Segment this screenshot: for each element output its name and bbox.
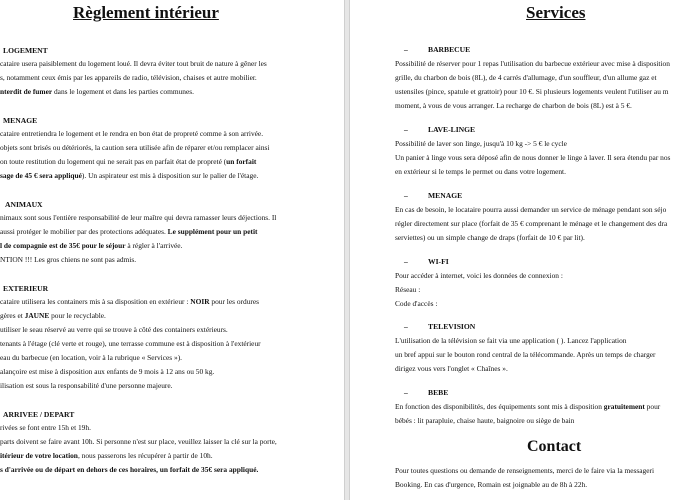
page-title-reglement: Règlement intérieur <box>73 3 219 22</box>
text-line: aussi protéger le mobilier par des protections adéquates. Le supplément pour un petit <box>0 227 258 236</box>
text-line: s d'arrivée ou de départ en dehors de ces horaires, un forfait de 35€ sera appliqué. <box>0 465 259 474</box>
text-line: bébés : lit parapluie, chaise haute, baignoire ou siège de bain <box>395 416 575 425</box>
text-line: dirigez vous vers l'onglet « Chaînes ». <box>395 364 508 373</box>
text-line: nterdit de fumer dans le logement et dans les parties communes. <box>0 87 194 96</box>
text-line: moment, à vous de vous arranger. La recharge de charbon de bois (8L) est à 5 €. <box>395 101 632 110</box>
text-line: régler directement sur place (forfait de 35 € comprenant le ménage et le changement des dra <box>395 219 668 228</box>
text-line: parts doivent se faire avant 10h. Si personne n'est sur place, veuillez laisser la clé sur la porte, <box>0 437 277 446</box>
text-line: en extérieur si le temps le permet ou dans votre logement. <box>395 167 566 176</box>
wifi-network-label: Réseau : <box>395 285 421 294</box>
section-heading-menage: MENAGE <box>3 116 38 125</box>
text-line: ustensiles (pince, spatule et grattoir) pour 10 €. Si plusieurs logements veulent l'utiliser au m <box>395 87 669 96</box>
wifi-code-label: Code d'accès : <box>395 299 438 308</box>
text-line: utiliser le seau réservé au verre qui se trouve à côté des containers extérieurs. <box>0 325 228 334</box>
left-page <box>0 0 344 500</box>
text-line: cataire usera paisiblement du logement loué. Il devra éviter tout bruit de nature à gêner les <box>0 59 267 68</box>
text-line: L'utilisation de la télévision se fait via une application ( ). Lancez l'application <box>395 336 627 345</box>
right-page <box>350 0 700 500</box>
section-heading-barbecue: – BARBECUE <box>404 45 471 54</box>
text-line: serviettes) ou un simple change de draps (forfait de 10 € par lit). <box>395 233 585 242</box>
text-line: gères et JAUNE pour le recyclable. <box>0 311 106 320</box>
text-line: alançoire est mise à disposition aux enfants de 9 mois à 12 ans ou 50 kg. <box>0 367 215 376</box>
section-heading-exterieur: EXTERIEUR <box>3 284 49 293</box>
text-line: l de compagnie est de 35€ pour le séjour à régler à l'arrivée. <box>0 241 183 250</box>
text-line: En fonction des disponibilités, des équipements sont mis à disposition gratuitement pour <box>395 402 661 411</box>
text-line: grille, du charbon de bois (8L), de 4 carrés d'allumage, d'un souffleur, d'un allume gaz et <box>395 73 657 82</box>
section-heading-arrivee-depart: ARRIVEE / DEPART <box>3 410 75 419</box>
section-heading-television: – TELEVISION <box>404 322 476 331</box>
text-line: Possibilité de réserver pour 1 repas l'utilisation du barbecue extérieur avec mise à disposition <box>395 59 670 68</box>
text-line: sage de 45 € sera appliqué). Un aspirateur est mis à disposition sur le palier de l'étage. <box>0 171 259 180</box>
text-line: on toute restitution du logement qui ne serait pas en parfait état de propreté (un forfait <box>0 157 257 166</box>
contact-title: Contact <box>527 438 582 455</box>
text-line: En cas de besoin, le locataire pourra aussi demander un service de ménage pendant son séjo <box>395 205 667 214</box>
text-line: Possibilité de laver son linge, jusqu'à 10 kg -> 5 € le cycle <box>395 139 567 148</box>
text-line: Pour toutes questions ou demande de renseignements, merci de le faire via la messageri <box>395 466 655 475</box>
text-line: itérieur de votre location, nous passerons les récupérer à partir de 10h. <box>0 451 213 460</box>
text-line: objets sont brisés ou détériorés, la caution sera utilisée afin de réparer et/ou remplacer ainsi <box>0 143 270 152</box>
text-line: un bref appui sur le bouton rond central de la télécommande. Après un temps de charger <box>395 350 656 359</box>
text-line: ilisation est sous la responsabilité d'une personne majeure. <box>0 381 173 390</box>
text-line: Un panier à linge vous sera déposé afin de nous donner le linge à laver. Il sera étendu par nos <box>395 153 671 162</box>
section-heading-bebe: – BEBE <box>404 388 449 397</box>
text-line: eau du barbecue (en location, voir à la rubrique « Services »). <box>0 353 183 362</box>
section-heading-logement: LOGEMENT <box>3 46 48 55</box>
text-line: tenants à l'étage (clé verte et rouge), une terrasse commune est à disposition à l'extérieur <box>0 339 261 348</box>
text-line: NTION !!! Les gros chiens ne sont pas admis. <box>0 255 137 264</box>
text-line: Booking. En cas d'urgence, Romain est joignable au de 8h à 22h. <box>395 480 588 489</box>
text-line: cataire utilisera les containers mis à sa disposition en extérieur : NOIR pour les ordures <box>0 297 260 306</box>
text-line: rivées se font entre 15h et 19h. <box>0 423 91 432</box>
text-line: Pour accéder à internet, voici les données de connexion : <box>395 271 563 280</box>
text-line: cataire entretiendra le logement et le rendra en bon état de propreté comme à son arrivée. <box>0 129 264 138</box>
section-heading-menage-service: – MENAGE <box>404 191 463 200</box>
text-line: nimaux sont sous l'entière responsabilité de leur maître qui devra ramasser leurs déjections. Il <box>0 213 277 222</box>
text-line: s, notamment ceux émis par les appareils de radio, télévision, chaises et autre mobilier. <box>0 73 257 82</box>
page-title-services: Services <box>526 3 586 22</box>
section-heading-wifi: – WI-FI <box>404 257 449 266</box>
section-heading-lave-linge: – LAVE-LINGE <box>404 125 476 134</box>
section-heading-animaux: ANIMAUX <box>5 200 43 209</box>
